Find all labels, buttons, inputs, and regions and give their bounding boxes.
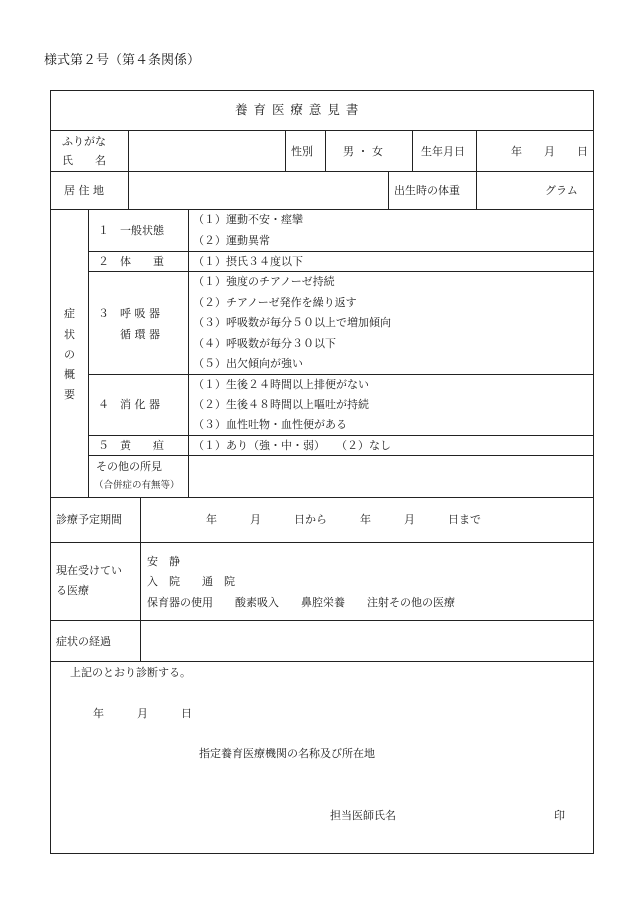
symptom-item[interactable]: （３）血性吐物・血性便がある (193, 418, 347, 431)
birthdate-label: 生年月日 (421, 145, 465, 158)
doctor-name-label: 担当医師氏名 (330, 809, 396, 822)
jaundice-label: ５ 黄 疸 (98, 439, 164, 452)
care-option-devices[interactable]: 保育器の使用 酸素吸入 鼻腔栄養 注射その他の医療 (147, 596, 455, 609)
other-findings-sub: （合併症の有無等） (94, 480, 180, 491)
birth-weight-label: 出生時の体重 (394, 184, 460, 197)
period-label: 診療予定期間 (56, 513, 122, 526)
form-title: 養 育 医 療 意 見 書 (235, 102, 360, 117)
symptom-item[interactable]: （２）生後４８時間以上嘔吐が持続 (193, 398, 369, 411)
address-field[interactable] (130, 173, 386, 208)
digestive-label: ４ 消 化 器 (98, 398, 160, 411)
symptom-item[interactable]: （５）出欠傾向が強い (193, 357, 303, 370)
birthdate-field[interactable]: 年 月 日 (511, 145, 588, 158)
other-findings-field[interactable] (190, 457, 592, 496)
current-care-label-2: る医療 (56, 584, 89, 597)
seal-mark: 印 (554, 809, 565, 822)
symptom-item[interactable]: （１）強度のチアノーゼ持続 (193, 275, 335, 288)
name-label: 氏 名 (62, 154, 106, 167)
form-number: 様式第２号（第４条関係） (44, 53, 201, 68)
symptom-item[interactable]: （１）生後２４時間以上排便がない (193, 378, 369, 391)
symptom-item[interactable]: （４）呼吸数が毎分３０以下 (193, 337, 336, 350)
symptom-item[interactable]: （２）チアノーゼ発作を繰り返す (193, 296, 357, 309)
care-option-admission[interactable]: 入 院 通 院 (147, 575, 235, 588)
furigana-label: ふりがな (62, 135, 106, 148)
name-field[interactable] (130, 132, 284, 170)
sex-label: 性別 (291, 145, 313, 158)
diagnosis-date[interactable]: 年 月 日 (93, 707, 192, 720)
institution-label: 指定養育医療機関の名称及び所在地 (199, 747, 375, 760)
symptom-item[interactable]: （１）運動不安・痙攣 (193, 213, 303, 226)
respiratory-label: ３ 呼 吸 器 (98, 307, 160, 320)
care-option-rest[interactable]: 安 静 (147, 555, 180, 568)
current-care-label-1: 現在受けてい (56, 564, 122, 577)
symptom-item[interactable]: （１）摂氏３４度以下 (193, 255, 303, 268)
symptom-item[interactable]: （１）あり（強・中・弱） （２）なし (193, 439, 391, 452)
symptom-item[interactable]: （２）運動異常 (193, 234, 270, 247)
birth-weight-unit: グラム (545, 184, 578, 197)
address-label: 居 住 地 (64, 184, 104, 197)
sex-options[interactable]: 男 ・ 女 (343, 145, 383, 158)
circulatory-label: 循 環 器 (120, 328, 160, 341)
diagnosis-statement: 上記のとおり診断する。 (70, 666, 191, 679)
period-field[interactable]: 年 月 日から 年 月 日まで (206, 513, 481, 526)
progress-label: 症状の経過 (56, 635, 111, 648)
other-findings-label: その他の所見 (96, 460, 162, 473)
weight-label: ２ 体 重 (98, 255, 164, 268)
symptom-item[interactable]: （３）呼吸数が毎分５０以上で増加傾向 (193, 316, 391, 329)
general-condition-label: １ 一般状態 (98, 224, 164, 237)
progress-field[interactable] (142, 622, 592, 660)
